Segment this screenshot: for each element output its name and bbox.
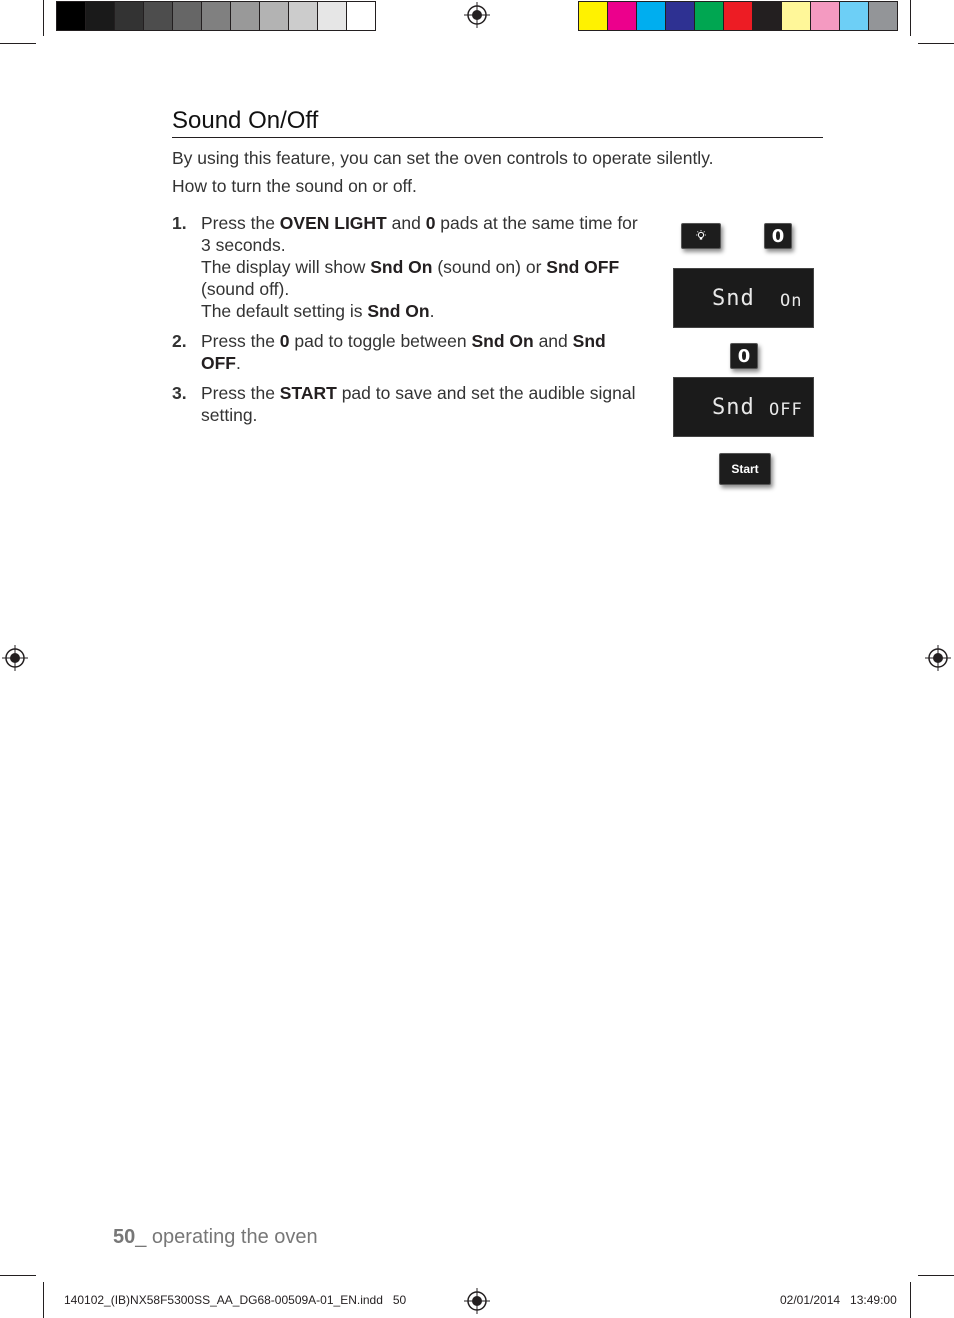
step-number: 3.	[172, 383, 187, 403]
step-text: Press the OVEN LIGHT and 0 pads at the same time for 3 seconds.	[201, 213, 638, 255]
crop-mark	[910, 1282, 911, 1318]
light-bulb-icon	[695, 230, 707, 242]
step-text: The display will show Snd On (sound on) or Snd OFF (sound off).	[201, 257, 620, 299]
step-text: Press the START pad to save and set the audible signal setting.	[201, 383, 636, 425]
steps-list	[172, 212, 642, 434]
step-number: 2.	[172, 331, 187, 351]
display-text-right: OFF	[769, 400, 803, 420]
color-swatch	[753, 2, 782, 30]
registration-mark-icon	[2, 645, 28, 671]
intro-paragraph: By using this feature, you can set the oven controls to operate silently.	[172, 148, 714, 168]
color-swatch	[811, 2, 840, 30]
display-text-left: Snd	[712, 395, 755, 420]
registration-mark-icon	[464, 1288, 490, 1314]
display-snd-off	[673, 377, 814, 437]
crop-mark	[918, 1275, 954, 1276]
zero-pad-label: 0	[771, 225, 785, 247]
registration-mark-icon	[464, 2, 490, 28]
display-snd-on	[673, 268, 814, 328]
file-slug: 140102_(IB)NX58F5300SS_AA_DG68-00509A-01_EN.indd 50	[64, 1293, 407, 1307]
grayscale-color-bar	[56, 1, 376, 31]
page-footer-label	[113, 1226, 318, 1249]
intro-paragraph: How to turn the sound on or off.	[172, 176, 417, 196]
color-swatch	[86, 2, 115, 30]
color-swatch	[724, 2, 753, 30]
step-text: Press the 0 pad to toggle between Snd On and Snd OFF.	[201, 331, 606, 373]
color-swatch	[173, 2, 202, 30]
crop-mark	[910, 0, 911, 36]
step-item	[172, 330, 642, 374]
page-section-title: _ operating the oven	[135, 1226, 318, 1248]
crop-mark	[43, 0, 44, 36]
print-timestamp: 02/01/2014 13:49:00	[780, 1293, 897, 1307]
color-swatch	[608, 2, 637, 30]
title-underline	[172, 137, 823, 138]
display-text-left: Snd	[712, 286, 755, 311]
color-swatch	[840, 2, 869, 30]
color-swatch	[57, 2, 86, 30]
step-item	[172, 212, 642, 322]
zero-pad-button[interactable]	[764, 223, 792, 249]
start-pad-button[interactable]	[719, 453, 771, 485]
step-number: 1.	[172, 213, 187, 233]
color-swatch	[144, 2, 173, 30]
color-swatch	[347, 2, 375, 30]
color-swatch	[579, 2, 608, 30]
registration-mark-icon	[925, 645, 951, 671]
color-swatch	[202, 2, 231, 30]
page-number: 50	[113, 1226, 136, 1248]
color-swatch	[869, 2, 897, 30]
crop-mark	[0, 43, 36, 44]
zero-pad-label: 0	[737, 345, 751, 367]
color-swatch	[260, 2, 289, 30]
color-swatch	[289, 2, 318, 30]
process-color-bar	[578, 1, 898, 31]
color-swatch	[318, 2, 347, 30]
oven-light-pad[interactable]	[681, 223, 721, 249]
color-swatch	[231, 2, 260, 30]
color-swatch	[115, 2, 144, 30]
color-swatch	[666, 2, 695, 30]
step-item	[172, 382, 642, 426]
color-swatch	[695, 2, 724, 30]
section-title: Sound On/Off	[172, 107, 319, 134]
display-text-right: On	[780, 291, 803, 311]
start-pad-label: Start	[731, 462, 759, 476]
step-text: The default setting is Snd On.	[201, 301, 435, 321]
crop-mark	[0, 1275, 36, 1276]
zero-pad-button[interactable]	[730, 343, 758, 369]
crop-mark	[43, 1282, 44, 1318]
color-swatch	[637, 2, 666, 30]
crop-mark	[918, 43, 954, 44]
color-swatch	[782, 2, 811, 30]
